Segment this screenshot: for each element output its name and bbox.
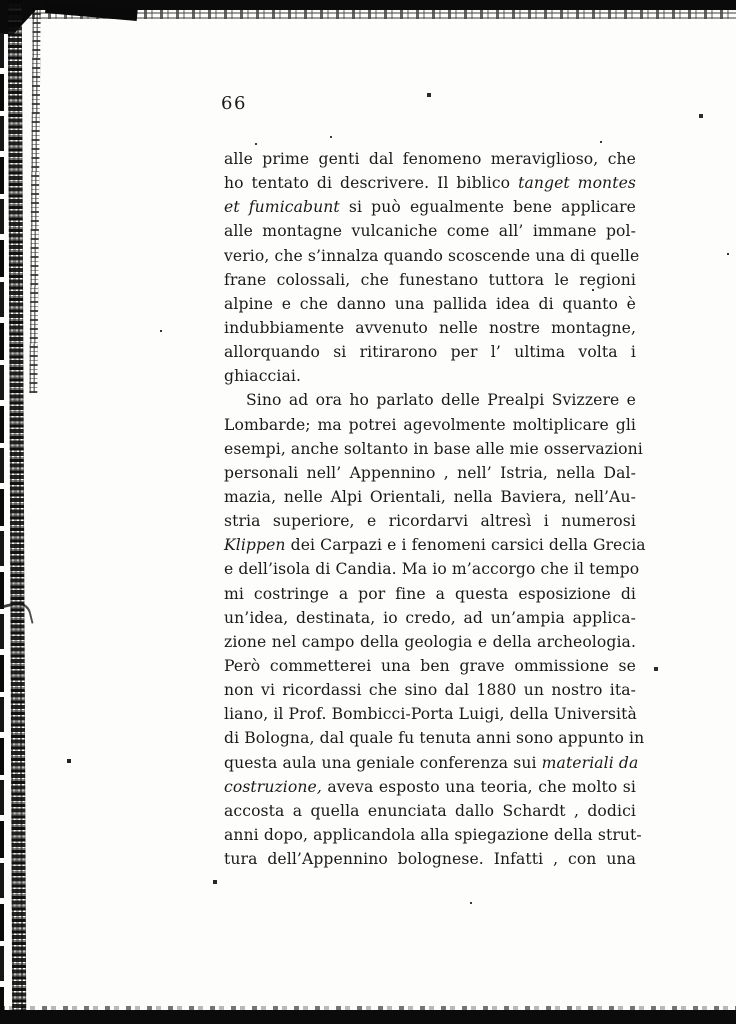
text-line — [224, 823, 642, 847]
text-line — [224, 847, 636, 871]
text-segment: esempi, anche soltanto in base alle mie osservazioni — [224, 439, 643, 458]
text-line — [224, 219, 636, 243]
text-line — [224, 388, 636, 412]
text-line — [224, 654, 636, 678]
text-segment: Però commetterei una ben grave ommissione se — [224, 656, 636, 675]
binding-edge-line — [0, 0, 4, 1024]
text-segment: zione nel campo della geologia e della archeologia. — [224, 632, 636, 651]
text-line — [224, 533, 646, 557]
text-line — [224, 509, 636, 533]
text-segment: ho tentato di descrivere. Il biblico — [224, 174, 519, 193]
text-segment: tura dell’Appennino bolognese. Infatti , con una — [224, 850, 636, 869]
text-line — [224, 775, 636, 799]
text-line — [224, 630, 636, 654]
italic-text-segment: et fumicabunt — [224, 198, 340, 217]
text-line — [224, 244, 640, 268]
text-line — [224, 292, 636, 316]
text-line — [224, 171, 636, 195]
text-line — [224, 268, 636, 292]
text-segment: non vi ricordassi che sino dal 1880 un nostro ita- — [224, 681, 636, 700]
text-line — [224, 799, 636, 823]
scan-edge-bottom — [0, 1010, 736, 1024]
binding-flourish-mark — [0, 599, 33, 630]
text-segment: accosta a quella enunciata dallo Schardt , dodici — [224, 801, 636, 820]
scan-specks — [0, 0, 2, 2]
text-line — [224, 147, 636, 171]
text-segment: e dell’isola di Candia. Ma io m’accorgo che il tempo — [224, 560, 640, 579]
page-text-block — [224, 147, 646, 871]
text-segment: personali nell’ Appennino , nell’ Istria, nella Dal- — [224, 463, 636, 482]
text-segment: un’idea, destinata, io credo, ad un’ampia applica- — [224, 608, 636, 627]
italic-text-segment: tanget montes — [518, 174, 637, 193]
text-segment: alle prime genti dal fenomeno meraviglioso, che — [224, 150, 636, 168]
text-segment: questa aula una geniale conferenza sui — [224, 753, 542, 772]
italic-text-segment: materiali da — [541, 753, 639, 772]
text-segment: di Bologna, dal quale fu tenuta anni sono appunto in — [224, 729, 645, 748]
text-segment: mazia, nelle Alpi Orientali, nella Baviera, nell’Au- — [224, 487, 636, 506]
text-segment: anni dopo, applicandola alla spiegazione della strut- — [224, 825, 642, 844]
text-line — [224, 557, 640, 581]
text-segment: alle montagne vulcaniche come all’ immane pol- — [224, 222, 636, 241]
text-segment: stria superiore, e ricordarvi altresì i numerosi — [224, 512, 636, 531]
text-segment: verio, che s’innalza quando scoscende una di quelle — [224, 246, 640, 265]
text-segment: ghiacciai. — [224, 367, 302, 386]
text-segment: Lombarde; ma potrei agevolmente moltiplicare gli — [224, 415, 636, 434]
text-segment: liano, il Prof. Bombicci-Porta Luigi, della Università — [224, 705, 637, 724]
text-segment: si può egualmente bene applicare — [339, 198, 636, 217]
text-segment: alpine e che danno una pallida idea di quanto è — [224, 294, 636, 313]
text-segment: dei Carpazi e i fenomeni carsici della Grecia — [285, 536, 646, 555]
text-segment: Sino ad ora ho parlato delle Prealpi Svizzere e — [246, 391, 636, 410]
text-line — [224, 678, 636, 702]
text-segment: aveva esposto una teoria, che molto si — [321, 777, 636, 796]
binding-speckle-band-thin — [29, 8, 40, 393]
text-segment: frane colossali, che funestano tuttora le regioni — [224, 270, 636, 289]
italic-text-segment: costruzione, — [224, 777, 322, 796]
text-line — [224, 606, 636, 630]
text-segment: allorquando si ritirarono per l’ ultima volta i — [224, 343, 636, 362]
text-line — [224, 316, 636, 340]
page-number: 66 — [221, 93, 247, 114]
text-line — [224, 702, 636, 726]
text-line — [224, 437, 643, 461]
text-segment: indubbiamente avvenuto nelle nostre montagne, — [224, 318, 636, 337]
text-line — [224, 195, 636, 219]
text-line — [224, 364, 636, 388]
text-line — [224, 340, 636, 364]
binding-speckle-band — [8, 0, 26, 1014]
text-line — [224, 751, 639, 775]
text-line — [224, 485, 636, 509]
text-line — [224, 461, 636, 485]
text-segment: mi costringe a por fine a questa esposizione di — [224, 584, 636, 603]
text-line — [224, 726, 645, 750]
text-line — [224, 413, 636, 437]
text-line — [224, 582, 636, 606]
italic-text-segment: Klippen — [224, 536, 286, 555]
